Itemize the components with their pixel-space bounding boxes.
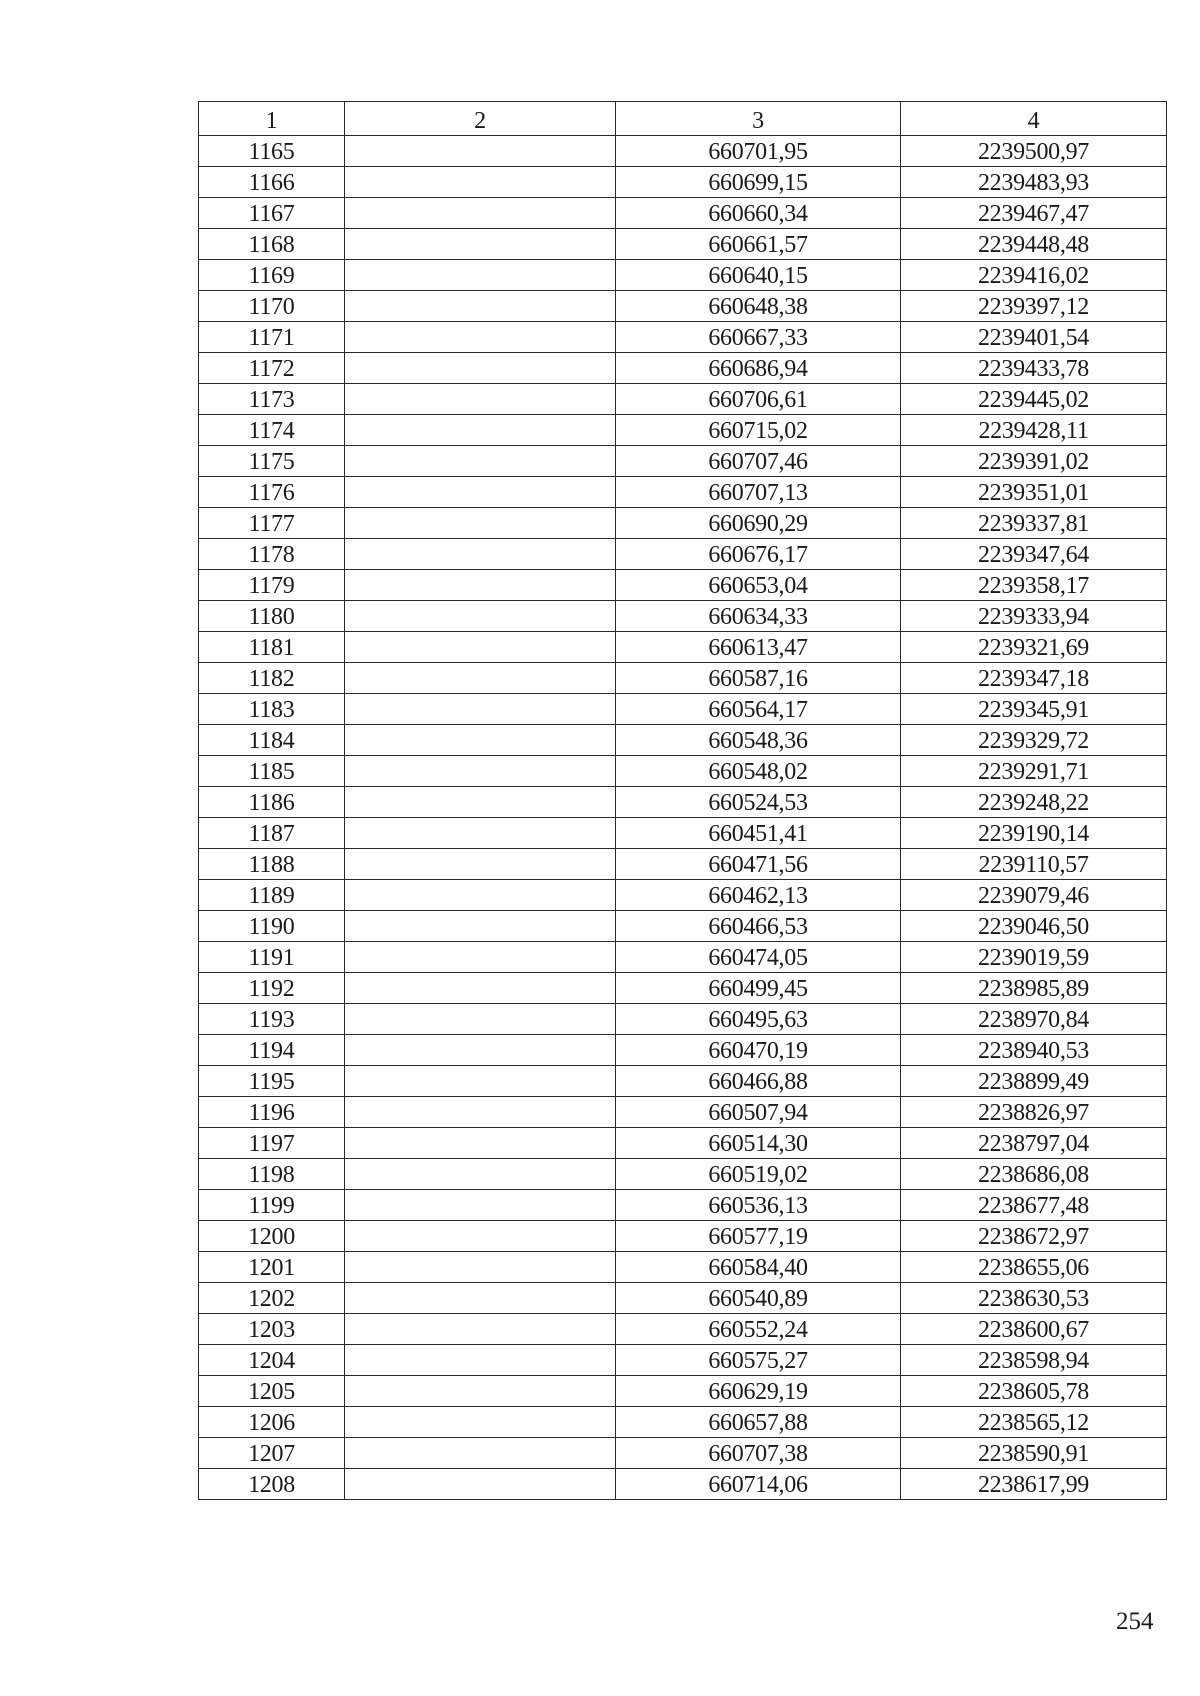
header-cell-col1: 1	[199, 102, 345, 136]
table-cell-col4: 2239416,02	[901, 260, 1167, 291]
table-cell-col1: 1205	[199, 1376, 345, 1407]
table-row	[199, 1159, 1167, 1190]
table-cell-col4: 2239358,17	[901, 570, 1167, 601]
table-row	[199, 1252, 1167, 1283]
table-cell-col2	[345, 570, 616, 601]
table-cell-col3: 660524,53	[616, 787, 901, 818]
table-cell-col3: 660629,19	[616, 1376, 901, 1407]
table-cell-col2	[345, 291, 616, 322]
header-cell-col4: 4	[901, 102, 1167, 136]
table-cell-col1: 1196	[199, 1097, 345, 1128]
table-cell-col2	[345, 1438, 616, 1469]
table-cell-col1: 1190	[199, 911, 345, 942]
table-cell-col3: 660519,02	[616, 1159, 901, 1190]
table-cell-col3: 660575,27	[616, 1345, 901, 1376]
table-cell-col4: 2238940,53	[901, 1035, 1167, 1066]
table-row	[199, 818, 1167, 849]
table-cell-col4: 2239337,81	[901, 508, 1167, 539]
table-header	[199, 102, 1167, 136]
table-cell-col3: 660536,13	[616, 1190, 901, 1221]
table-cell-col3: 660507,94	[616, 1097, 901, 1128]
table-cell-col1: 1180	[199, 601, 345, 632]
table-cell-col4: 2239401,54	[901, 322, 1167, 353]
table-cell-col1: 1202	[199, 1283, 345, 1314]
table-cell-col2	[345, 1345, 616, 1376]
table-cell-col3: 660548,02	[616, 756, 901, 787]
table-cell-col4: 2239428,11	[901, 415, 1167, 446]
table-cell-col1: 1184	[199, 725, 345, 756]
table-cell-col4: 2239333,94	[901, 601, 1167, 632]
table-cell-col1: 1191	[199, 942, 345, 973]
table-row	[199, 167, 1167, 198]
table-cell-col1: 1186	[199, 787, 345, 818]
table-row	[199, 322, 1167, 353]
table-cell-col4: 2239391,02	[901, 446, 1167, 477]
table-cell-col2	[345, 725, 616, 756]
table-cell-col4: 2238630,53	[901, 1283, 1167, 1314]
table-cell-col2	[345, 849, 616, 880]
table-cell-col1: 1165	[199, 136, 345, 167]
table-cell-col1: 1167	[199, 198, 345, 229]
table-cell-col4: 2239329,72	[901, 725, 1167, 756]
table-cell-col4: 2239351,01	[901, 477, 1167, 508]
table-cell-col2	[345, 756, 616, 787]
table-row	[199, 539, 1167, 570]
table-cell-col4: 2239500,97	[901, 136, 1167, 167]
table-row	[199, 384, 1167, 415]
table-row	[199, 973, 1167, 1004]
table-cell-col4: 2239433,78	[901, 353, 1167, 384]
table-row	[199, 477, 1167, 508]
table-cell-col3: 660667,33	[616, 322, 901, 353]
table-cell-col4: 2238655,06	[901, 1252, 1167, 1283]
table-cell-col3: 660686,94	[616, 353, 901, 384]
table-cell-col2	[345, 446, 616, 477]
table-cell-col1: 1176	[199, 477, 345, 508]
table-cell-col2	[345, 1035, 616, 1066]
table-cell-col2	[345, 1407, 616, 1438]
coordinates-table	[198, 101, 1167, 1500]
table-cell-col4: 2239321,69	[901, 632, 1167, 663]
table-cell-col2	[345, 1066, 616, 1097]
table-cell-col2	[345, 260, 616, 291]
table-cell-col3: 660466,53	[616, 911, 901, 942]
table-cell-col4: 2239291,71	[901, 756, 1167, 787]
table-row	[199, 415, 1167, 446]
table-row	[199, 880, 1167, 911]
table-cell-col2	[345, 787, 616, 818]
table-cell-col2	[345, 942, 616, 973]
table-cell-col1: 1175	[199, 446, 345, 477]
table-cell-col3: 660701,95	[616, 136, 901, 167]
table-cell-col2	[345, 508, 616, 539]
table-cell-col1: 1194	[199, 1035, 345, 1066]
table-cell-col4: 2238826,97	[901, 1097, 1167, 1128]
table-cell-col1: 1200	[199, 1221, 345, 1252]
table-cell-col4: 2238899,49	[901, 1066, 1167, 1097]
table-row	[199, 446, 1167, 477]
table-cell-col3: 660514,30	[616, 1128, 901, 1159]
table-cell-col2	[345, 911, 616, 942]
table-cell-col2	[345, 1469, 616, 1500]
table-cell-col2	[345, 1252, 616, 1283]
table-cell-col2	[345, 1097, 616, 1128]
table-cell-col2	[345, 167, 616, 198]
table-cell-col3: 660707,38	[616, 1438, 901, 1469]
header-cell-col3: 3	[616, 102, 901, 136]
table-cell-col1: 1193	[199, 1004, 345, 1035]
table-row	[199, 787, 1167, 818]
table-cell-col1: 1182	[199, 663, 345, 694]
table-row	[199, 1407, 1167, 1438]
table-cell-col2	[345, 136, 616, 167]
table-cell-col4: 2238617,99	[901, 1469, 1167, 1500]
table-cell-col3: 660706,61	[616, 384, 901, 415]
table-cell-col3: 660715,02	[616, 415, 901, 446]
table-cell-col4: 2238598,94	[901, 1345, 1167, 1376]
table-cell-col3: 660690,29	[616, 508, 901, 539]
table-cell-col4: 2238970,84	[901, 1004, 1167, 1035]
table-cell-col1: 1172	[199, 353, 345, 384]
table-row	[199, 942, 1167, 973]
table-cell-col2	[345, 198, 616, 229]
table-row	[199, 1438, 1167, 1469]
table-row	[199, 353, 1167, 384]
table-cell-col3: 660587,16	[616, 663, 901, 694]
table-cell-col4: 2239483,93	[901, 167, 1167, 198]
table-cell-col4: 2239110,57	[901, 849, 1167, 880]
table-cell-col1: 1204	[199, 1345, 345, 1376]
table-cell-col2	[345, 477, 616, 508]
table-cell-col1: 1173	[199, 384, 345, 415]
table-cell-col3: 660474,05	[616, 942, 901, 973]
table-cell-col1: 1198	[199, 1159, 345, 1190]
table-cell-col3: 660634,33	[616, 601, 901, 632]
table-cell-col1: 1168	[199, 229, 345, 260]
table-cell-col1: 1183	[199, 694, 345, 725]
table-row	[199, 1128, 1167, 1159]
table-cell-col2	[345, 1159, 616, 1190]
table-cell-col3: 660548,36	[616, 725, 901, 756]
table-cell-col1: 1199	[199, 1190, 345, 1221]
table-row	[199, 260, 1167, 291]
table-row	[199, 229, 1167, 260]
table-cell-col4: 2238797,04	[901, 1128, 1167, 1159]
table-cell-col3: 660707,13	[616, 477, 901, 508]
table-cell-col1: 1181	[199, 632, 345, 663]
table-row	[199, 849, 1167, 880]
table-cell-col1: 1208	[199, 1469, 345, 1500]
table-cell-col4: 2239397,12	[901, 291, 1167, 322]
table-cell-col1: 1192	[199, 973, 345, 1004]
table-cell-col1: 1203	[199, 1314, 345, 1345]
table-cell-col4: 2239347,18	[901, 663, 1167, 694]
table-cell-col4: 2238590,91	[901, 1438, 1167, 1469]
table-cell-col3: 660707,46	[616, 446, 901, 477]
table-row	[199, 1066, 1167, 1097]
table-cell-col3: 660462,13	[616, 880, 901, 911]
table-cell-col2	[345, 973, 616, 1004]
table-cell-col1: 1179	[199, 570, 345, 601]
table-cell-col3: 660648,38	[616, 291, 901, 322]
table-row	[199, 508, 1167, 539]
table-cell-col2	[345, 663, 616, 694]
table-row	[199, 1469, 1167, 1500]
table-cell-col2	[345, 353, 616, 384]
table-row	[199, 1314, 1167, 1345]
table-row	[199, 1283, 1167, 1314]
table-row	[199, 1097, 1167, 1128]
table-cell-col4: 2239019,59	[901, 942, 1167, 973]
table-body	[199, 136, 1167, 1500]
table-row	[199, 601, 1167, 632]
table-row	[199, 756, 1167, 787]
table-cell-col1: 1174	[199, 415, 345, 446]
table-cell-col4: 2239190,14	[901, 818, 1167, 849]
table-row	[199, 632, 1167, 663]
table-cell-col4: 2239248,22	[901, 787, 1167, 818]
table-cell-col3: 660577,19	[616, 1221, 901, 1252]
table-cell-col4: 2238672,97	[901, 1221, 1167, 1252]
table-cell-col3: 660499,45	[616, 973, 901, 1004]
table-cell-col4: 2239448,48	[901, 229, 1167, 260]
table-row	[199, 911, 1167, 942]
table-cell-col2	[345, 229, 616, 260]
table-cell-col3: 660466,88	[616, 1066, 901, 1097]
table-cell-col3: 660714,06	[616, 1469, 901, 1500]
table-row	[199, 136, 1167, 167]
table-cell-col2	[345, 632, 616, 663]
table-cell-col1: 1206	[199, 1407, 345, 1438]
table-cell-col3: 660640,15	[616, 260, 901, 291]
table-cell-col2	[345, 880, 616, 911]
table-cell-col1: 1178	[199, 539, 345, 570]
table-row	[199, 694, 1167, 725]
table-cell-col3: 660470,19	[616, 1035, 901, 1066]
table-row	[199, 198, 1167, 229]
table-cell-col4: 2239445,02	[901, 384, 1167, 415]
table-row	[199, 1190, 1167, 1221]
header-row	[199, 102, 1167, 136]
table-row	[199, 1221, 1167, 1252]
table-cell-col3: 660564,17	[616, 694, 901, 725]
table-cell-col2	[345, 539, 616, 570]
table-cell-col1: 1201	[199, 1252, 345, 1283]
table-row	[199, 570, 1167, 601]
table-cell-col2	[345, 1221, 616, 1252]
table-cell-col1: 1188	[199, 849, 345, 880]
table-cell-col2	[345, 1004, 616, 1035]
header-cell-col2: 2	[345, 102, 616, 136]
table-row	[199, 1004, 1167, 1035]
table-cell-col1: 1169	[199, 260, 345, 291]
table-cell-col3: 660613,47	[616, 632, 901, 663]
table-cell-col1: 1197	[199, 1128, 345, 1159]
table-cell-col4: 2239046,50	[901, 911, 1167, 942]
table-cell-col3: 660451,41	[616, 818, 901, 849]
table-cell-col3: 660661,57	[616, 229, 901, 260]
table-cell-col1: 1207	[199, 1438, 345, 1469]
table-cell-col2	[345, 1314, 616, 1345]
table-cell-col4: 2238677,48	[901, 1190, 1167, 1221]
table-cell-col4: 2238985,89	[901, 973, 1167, 1004]
table-cell-col2	[345, 694, 616, 725]
table-cell-col2	[345, 384, 616, 415]
table-cell-col3: 660676,17	[616, 539, 901, 570]
table-row	[199, 1035, 1167, 1066]
table-cell-col1: 1170	[199, 291, 345, 322]
table-cell-col2	[345, 818, 616, 849]
table-cell-col1: 1195	[199, 1066, 345, 1097]
table-row	[199, 725, 1167, 756]
table-cell-col4: 2238600,67	[901, 1314, 1167, 1345]
table-cell-col2	[345, 1128, 616, 1159]
table-cell-col4: 2239467,47	[901, 198, 1167, 229]
table-cell-col4: 2238605,78	[901, 1376, 1167, 1407]
page-number: 254	[1116, 1608, 1154, 1635]
table-cell-col3: 660471,56	[616, 849, 901, 880]
table-cell-col3: 660660,34	[616, 198, 901, 229]
table-row	[199, 1376, 1167, 1407]
table-cell-col3: 660540,89	[616, 1283, 901, 1314]
table-cell-col4: 2239345,91	[901, 694, 1167, 725]
table-cell-col3: 660552,24	[616, 1314, 901, 1345]
table-cell-col2	[345, 1376, 616, 1407]
table-row	[199, 1345, 1167, 1376]
table-cell-col2	[345, 601, 616, 632]
table-cell-col2	[345, 322, 616, 353]
table-cell-col3: 660653,04	[616, 570, 901, 601]
table-cell-col1: 1177	[199, 508, 345, 539]
table-cell-col4: 2239079,46	[901, 880, 1167, 911]
table-cell-col4: 2238565,12	[901, 1407, 1167, 1438]
table-cell-col3: 660584,40	[616, 1252, 901, 1283]
table-cell-col4: 2238686,08	[901, 1159, 1167, 1190]
table-cell-col4: 2239347,64	[901, 539, 1167, 570]
table-cell-col1: 1185	[199, 756, 345, 787]
table-cell-col2	[345, 415, 616, 446]
table-cell-col1: 1189	[199, 880, 345, 911]
table-cell-col3: 660495,63	[616, 1004, 901, 1035]
table-row	[199, 291, 1167, 322]
table-cell-col3: 660657,88	[616, 1407, 901, 1438]
table-cell-col1: 1166	[199, 167, 345, 198]
table-cell-col2	[345, 1190, 616, 1221]
table-cell-col1: 1171	[199, 322, 345, 353]
table-cell-col3: 660699,15	[616, 167, 901, 198]
table-cell-col1: 1187	[199, 818, 345, 849]
table-row	[199, 663, 1167, 694]
table-cell-col2	[345, 1283, 616, 1314]
